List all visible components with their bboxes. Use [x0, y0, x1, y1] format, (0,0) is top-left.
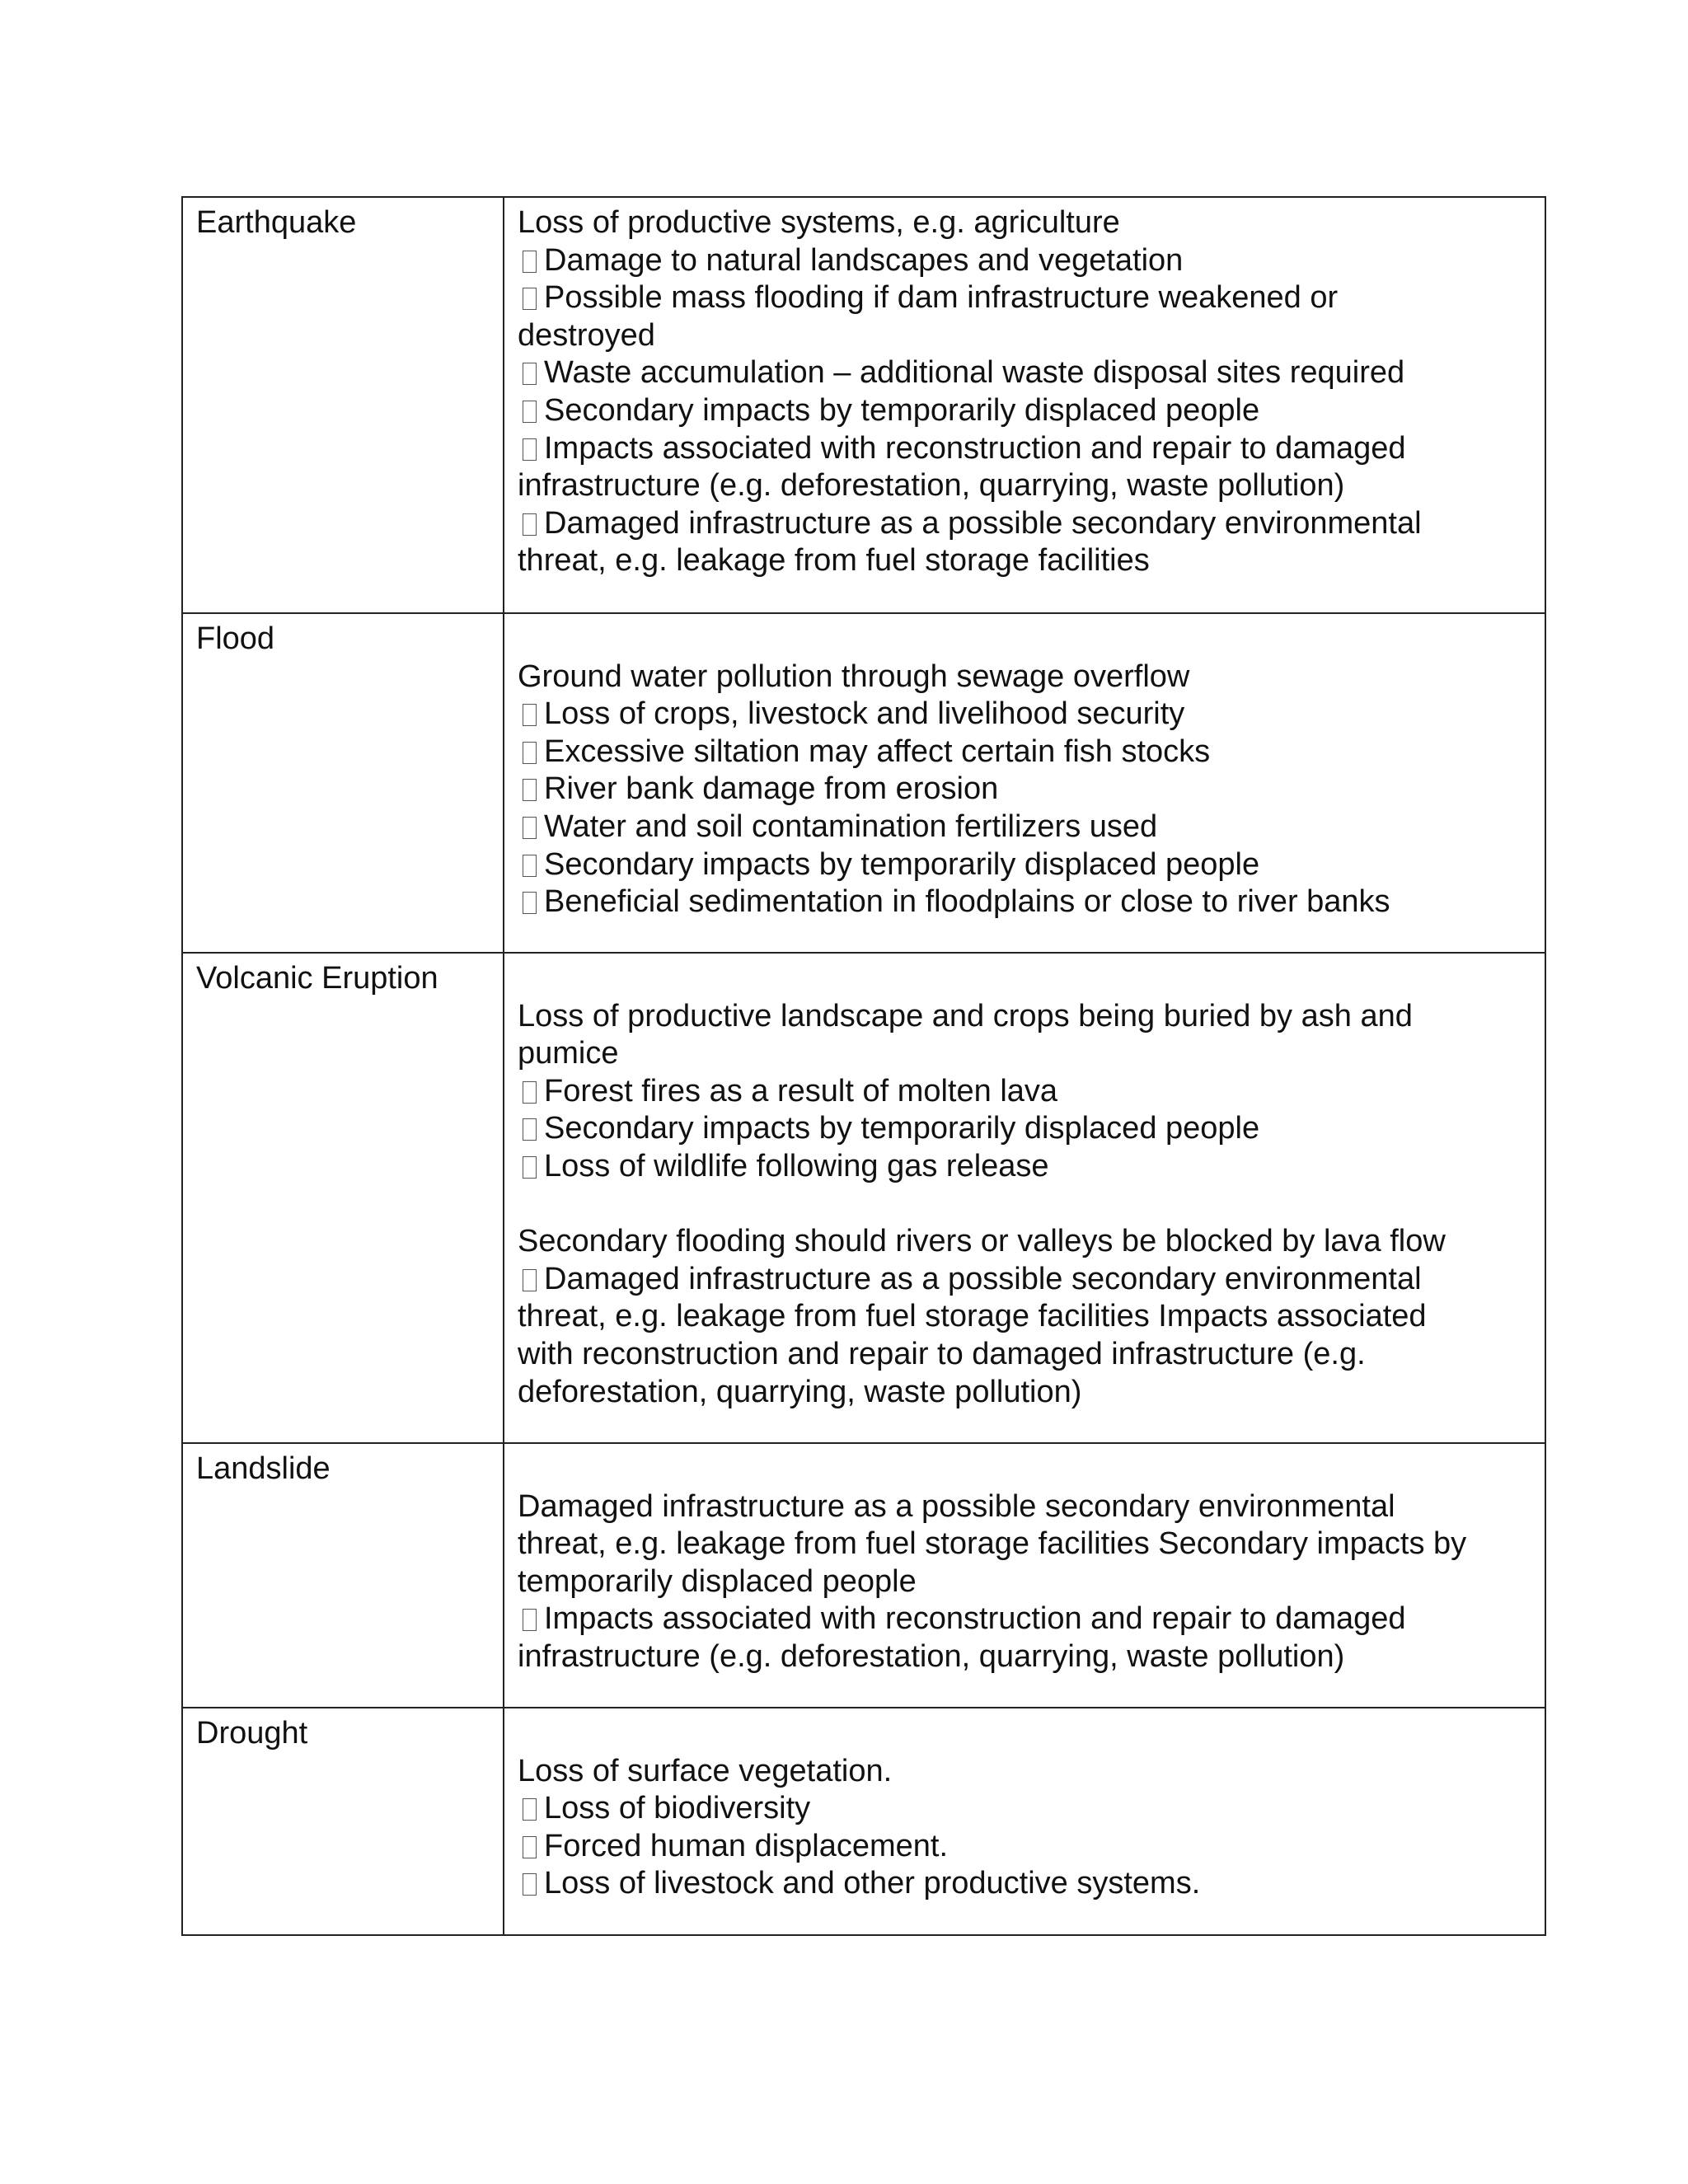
impact-line	[518, 279, 1531, 317]
impact-line	[518, 696, 1531, 733]
impact-text: Beneficial sedimentation in floodplains or close to river banks	[544, 884, 1390, 920]
impact-line	[518, 846, 1531, 884]
hazard-cell	[182, 1708, 504, 1935]
impacts-cell	[504, 953, 1545, 1443]
impact-line	[518, 1563, 1531, 1601]
missing-bullet-glyph-icon	[523, 438, 537, 461]
spacer-line	[518, 1186, 1531, 1224]
impact-text: pumice	[518, 1036, 619, 1071]
impact-text: Impacts associated with reconstruction and repair to damaged	[544, 1601, 1406, 1637]
impact-text: Secondary flooding should rivers or valleys be blocked by lava flow	[518, 1224, 1446, 1259]
impact-text: Damaged infrastructure as a possible secondary environmental	[544, 505, 1422, 541]
impact-line	[518, 204, 1531, 242]
missing-bullet-glyph-icon	[523, 1609, 537, 1631]
impacts-cell	[504, 1708, 1545, 1935]
impacts-cell	[504, 613, 1545, 953]
table-row	[182, 1708, 1545, 1935]
missing-bullet-glyph-icon	[523, 251, 537, 273]
impact-text: Possible mass flooding if dam infrastructure weakened or	[544, 280, 1339, 316]
impact-line	[518, 1148, 1531, 1186]
hazard-impacts-table	[181, 196, 1546, 1936]
hazard-cell	[182, 953, 504, 1443]
hazard-name: Landslide	[196, 1451, 331, 1486]
missing-bullet-glyph-icon	[523, 704, 537, 726]
impact-line	[518, 430, 1531, 468]
impact-text: infrastructure (e.g. deforestation, quarrying, waste pollution)	[518, 468, 1345, 504]
impact-text: Water and soil contamination fertilizers used	[544, 808, 1158, 844]
hazard-cell	[182, 197, 504, 613]
missing-bullet-glyph-icon	[523, 288, 537, 310]
impact-line	[518, 1110, 1531, 1148]
missing-bullet-glyph-icon	[523, 1873, 537, 1896]
impact-text: threat, e.g. leakage from fuel storage facilities Secondary impacts by	[518, 1526, 1467, 1562]
impact-line	[518, 1336, 1531, 1374]
table-row	[182, 953, 1545, 1443]
missing-bullet-glyph-icon	[523, 779, 537, 801]
impact-text: Excessive siltation may affect certain fish stocks	[544, 733, 1211, 769]
impact-text: Loss of biodiversity	[544, 1791, 811, 1826]
impact-text: Damaged infrastructure as a possible secondary environmental	[518, 1488, 1395, 1524]
impact-text: Damaged infrastructure as a possible secondary environmental	[544, 1261, 1422, 1296]
impact-line	[518, 354, 1531, 392]
impact-line	[518, 1488, 1531, 1526]
impact-text: Loss of crops, livestock and livelihood security	[544, 696, 1185, 732]
impact-text: Secondary impacts by temporarily displaced people	[544, 1111, 1260, 1146]
impact-line	[518, 242, 1531, 280]
impact-text: infrastructure (e.g. deforestation, quarrying, waste pollution)	[518, 1638, 1345, 1674]
impact-text: Forced human displacement.	[544, 1828, 949, 1863]
impact-line	[518, 1526, 1531, 1563]
missing-bullet-glyph-icon	[523, 742, 537, 764]
table-row	[182, 1443, 1545, 1708]
impact-text: Loss of productive systems, e.g. agriculture	[518, 205, 1120, 240]
impact-line	[518, 1753, 1531, 1791]
impact-line	[518, 1223, 1531, 1261]
hazard-name: Volcanic Eruption	[196, 961, 438, 996]
impact-text: Loss of wildlife following gas release	[544, 1148, 1049, 1183]
impact-line	[518, 542, 1531, 580]
impact-text: deforestation, quarrying, waste pollution)	[518, 1374, 1082, 1409]
missing-bullet-glyph-icon	[523, 513, 537, 536]
missing-bullet-glyph-icon	[523, 892, 537, 914]
impact-line	[518, 467, 1531, 505]
impact-text: Loss of surface vegetation.	[518, 1753, 893, 1788]
spacer-line	[518, 1715, 1531, 1753]
impact-line	[518, 1865, 1531, 1903]
missing-bullet-glyph-icon	[523, 817, 537, 839]
impact-text: destroyed	[518, 317, 655, 353]
hazard-name: Flood	[196, 621, 275, 656]
impacts-cell	[504, 1443, 1545, 1708]
impact-text: Loss of livestock and other productive systems.	[544, 1866, 1201, 1901]
hazard-cell	[182, 613, 504, 953]
impact-line	[518, 733, 1531, 771]
impact-line	[518, 998, 1531, 1036]
impact-text: temporarily displaced people	[518, 1563, 917, 1599]
missing-bullet-glyph-icon	[523, 1798, 537, 1821]
hazard-cell	[182, 1443, 504, 1708]
impact-text: Ground water pollution through sewage overflow	[518, 658, 1190, 694]
table-row	[182, 197, 1545, 613]
missing-bullet-glyph-icon	[523, 363, 537, 385]
impact-text: threat, e.g. leakage from fuel storage facilities	[518, 543, 1150, 579]
impact-line	[518, 771, 1531, 808]
missing-bullet-glyph-icon	[523, 1269, 537, 1291]
spacer-line	[518, 621, 1531, 658]
impact-text: Forest fires as a result of molten lava	[544, 1073, 1058, 1108]
missing-bullet-glyph-icon	[523, 855, 537, 877]
impact-line	[518, 1073, 1531, 1111]
impact-line	[518, 1601, 1531, 1638]
impact-line	[518, 1261, 1531, 1299]
missing-bullet-glyph-icon	[523, 1118, 537, 1141]
impact-line	[518, 1035, 1531, 1073]
spacer-line	[518, 1451, 1531, 1488]
impact-text: Impacts associated with reconstruction and repair to damaged	[544, 430, 1406, 466]
impact-text: Loss of productive landscape and crops being buried by ash and	[518, 998, 1413, 1033]
hazard-name: Earthquake	[196, 205, 357, 240]
impact-line	[518, 1790, 1531, 1828]
impact-text: Secondary impacts by temporarily displaced people	[544, 846, 1260, 882]
impact-text: with reconstruction and repair to damaged infrastructure (e.g.	[518, 1336, 1366, 1371]
impacts-cell	[504, 197, 1545, 613]
missing-bullet-glyph-icon	[523, 1156, 537, 1179]
impact-text: Waste accumulation – additional waste disposal sites required	[544, 355, 1405, 391]
impact-line	[518, 808, 1531, 846]
impact-line	[518, 1298, 1531, 1336]
impact-line	[518, 392, 1531, 430]
impact-line	[518, 1828, 1531, 1866]
impact-line	[518, 317, 1531, 355]
table-row	[182, 613, 1545, 953]
hazard-name: Drought	[196, 1716, 308, 1750]
impact-text: Secondary impacts by temporarily displaced people	[544, 392, 1260, 428]
impact-line	[518, 1638, 1531, 1676]
impact-text: threat, e.g. leakage from fuel storage facilities Impacts associated	[518, 1299, 1427, 1334]
impact-line	[518, 883, 1531, 921]
missing-bullet-glyph-icon	[523, 401, 537, 423]
missing-bullet-glyph-icon	[523, 1836, 537, 1858]
impact-line	[518, 658, 1531, 696]
impact-line	[518, 1374, 1531, 1412]
impact-line	[518, 505, 1531, 543]
missing-bullet-glyph-icon	[523, 1081, 537, 1104]
impact-text: Damage to natural landscapes and vegetation	[544, 242, 1184, 278]
spacer-line	[518, 960, 1531, 998]
impact-text: River bank damage from erosion	[544, 771, 999, 807]
